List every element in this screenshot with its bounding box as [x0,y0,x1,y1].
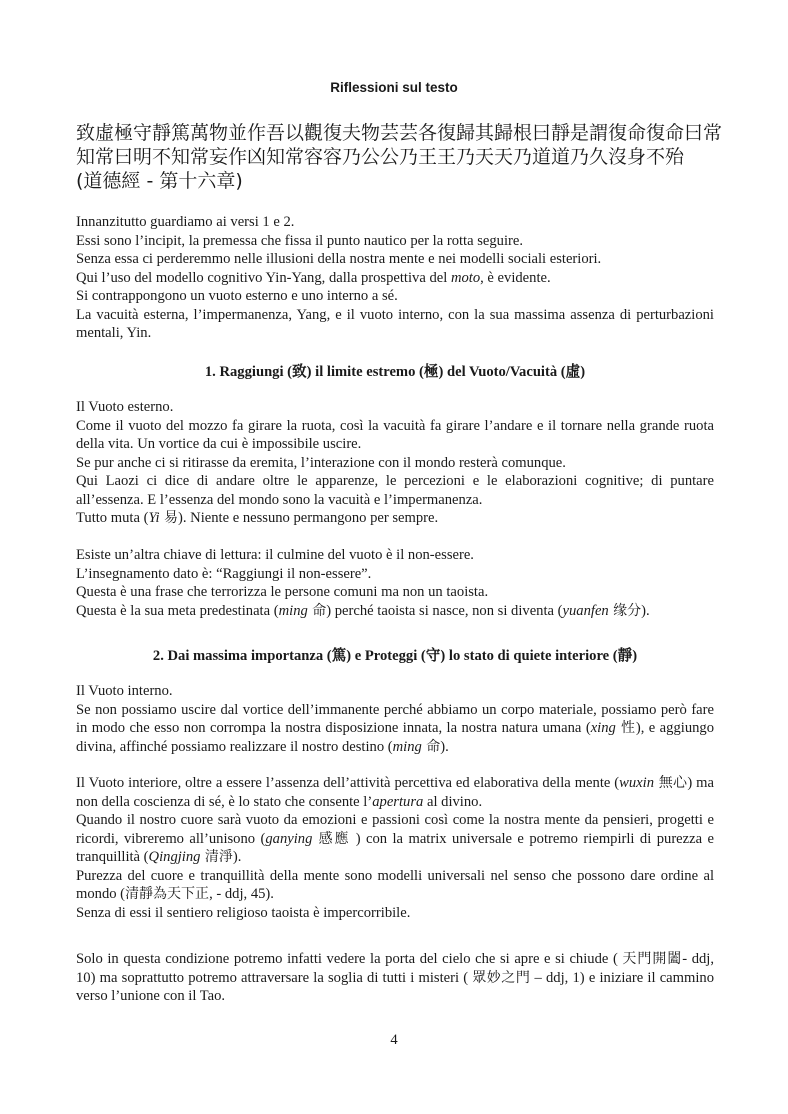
page-number: 4 [390,1032,398,1048]
chinese-quote [76,121,726,193]
intro-paragraph: La vacuità esterna, l’impermanenza, Yang, e il vuoto interno, con la sua massima assenza di perturbazioni mentali, Yin. [76,306,714,341]
section-2-paragraph: Se non possiamo uscire dal vortice dell’immanente perché abbiamo un corpo materiale, possiamo però fare in modo che esso non corrompa la nostra disposizione innata, la nostra natura umana (xing 性), e aggiungo divina, affinché possiamo realizzare il nostro destino (ming 命). [76,701,715,755]
section-2-paragraph: Senza di essi il sentiero religioso taoista è impercorribile. [76,904,411,921]
section-1-paragraph: Questa è la sua meta predestinata (ming 命) perché taoista si nasce, non si diventa (yuanfen 缘分). [76,602,650,619]
section-1-heading: 1. Raggiungi (致) il limite estremo (極) del Vuoto/Vacuità (虛) [204,364,586,380]
intro-block [76,213,714,343]
section-1-paragraph: Qui Laozi ci dice di andare oltre le apparenze, le percezioni e le elaborazioni cognitive; di puntare all’essenza. E l’essenza del mondo sono la vacuità e l’impermanenza. [76,473,714,508]
section-2-block-c [76,950,714,1006]
intro-paragraph: Qui l’uso del modello cognitivo Yin-Yang, dalla prospettiva del moto, è evidente. [76,269,551,286]
intro-paragraph: Si contrappongono un vuoto esterno e uno interno a sé. [76,288,398,304]
intro-paragraph: Essi sono l’incipit, la premessa che fissa il punto nautico per la rotta seguire. [76,232,524,249]
section-2-block-a [76,682,714,756]
section-1-paragraph: Il Vuoto esterno. [76,399,174,415]
section-1-block-a [76,398,714,528]
section-2-paragraph: Purezza del cuore e tranquillità della mente sono modelli universali nel senso che possono dare ordine al mondo (清靜為天下正, - ddj, 45). [76,867,714,902]
section-1-block-b [76,546,714,620]
quote-citation: (道德經 - 第十六章) [76,170,243,192]
section-1-paragraph: Esiste un’altra chiave di lettura: il culmine del vuoto è il non-essere. [76,547,474,563]
section-2-paragraph: Solo in questa condizione potremo infatti vedere la porta del cielo che si apre e si chiude ( 天門開闔- ddj, 10) ma soprattutto potremo attraversare la soglia di tutti i misteri ( 眾妙之門 – ddj, 1) e iniziare il cammino verso l’unione con il Tao. [76,951,715,1004]
section-2-paragraph: Quando il nostro cuore sarà vuoto da emozioni e passioni così come la nostra mente da pensieri, progetti e ricordi, vibreremo all’unisono (ganying 感應 ) con la matrix universale e potremo riempirli di purezza e tranquillità (Qingjing 清淨). [76,812,715,865]
section-1-paragraph: L’insegnamento dato è: “Raggiungi il non-essere”. [76,565,372,582]
intro-paragraph: Senza essa ci perderemmo nelle illusioni della nostra mente e nei modelli sociali esteriori. [76,251,602,267]
section-2-heading: 2. Dai massima importanza (篤) e Proteggi (守) lo stato di quiete interiore (靜) [152,648,638,664]
quote-line-1: 致虛極守靜篤萬物並作吾以觀復夫物芸芸各復歸其歸根曰靜是謂復命復命曰常 [76,122,723,144]
page-header-title: Riflessioni sul testo [330,80,458,95]
quote-line-2: 知常曰明不知常妄作凶知常容容乃公公乃王王乃天天乃道道乃久沒身不殆 [76,146,685,168]
section-1-paragraph: Questa è una frase che terrorizza le persone comuni ma non un taoista. [76,584,489,600]
section-1-paragraph: Come il vuoto del mozzo fa girare la ruota, così la vacuità fa girare l’andare e il tornare nella grande ruota della vita. Un vortice da cui è impossibile uscire. [76,417,714,452]
section-1-paragraph: Se pur anche ci si ritirasse da eremita, l’interazione con il mondo resterà comunque. [76,454,566,471]
section-2-paragraph: Il Vuoto interno. [76,683,173,699]
intro-paragraph: Innanzitutto guardiamo ai versi 1 e 2. [76,214,295,230]
section-1-paragraph: Tutto muta (Yi 易). Niente e nessuno permangono per sempre. [76,510,439,526]
section-2-paragraph: Il Vuoto interiore, oltre a essere l’assenza dell’attività percettiva ed elaborativa della mente (wuxin 無心) ma non della coscienza di sé, è lo stato che consente l’apertura al divino. [76,775,714,810]
section-2-block-b [76,774,714,922]
